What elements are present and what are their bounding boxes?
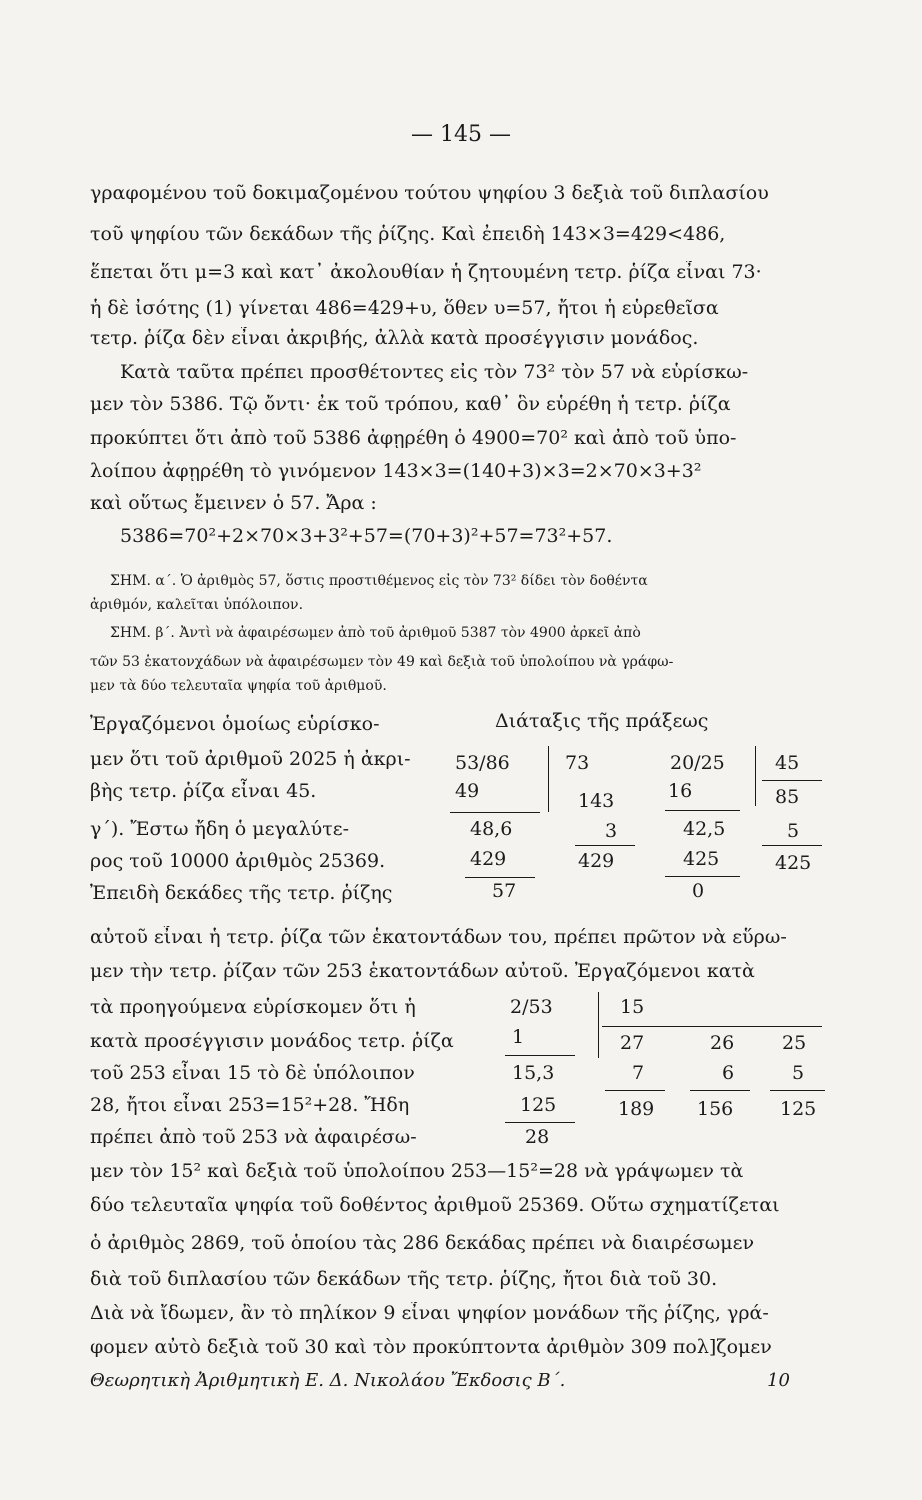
note-line: ΣΗΜ. β΄. Ἀντὶ νὰ ἀφαιρέσωμεν ἀπὸ τοῦ ἀριθμοῦ 5387 τὸν 4900 ἀρκεῖ ἀπὸ — [110, 625, 641, 641]
text-line: μεν τὸν 5386. Τῷ ὄντι· ἐκ τοῦ τρόπου, καθ᾽ ὃν εὑρέθη ἡ τετρ. ῥίζα — [90, 393, 731, 415]
text-line: διὰ τοῦ διπλασίου τῶν δεκάδων τῆς τετρ. ῥίζης, ἤτοι διὰ τοῦ 30. — [90, 1268, 718, 1290]
calc-number: 85 — [775, 786, 800, 808]
text-line: ἡ δὲ ἰσότης (1) γίνεται 486=429+υ, ὅθεν υ=57, ἤτοι ἡ εὑρεθεῖσα — [90, 297, 719, 319]
calc-divider — [548, 746, 549, 812]
calc-number: 15,3 — [512, 1062, 555, 1084]
calc-number: 28 — [525, 1126, 550, 1148]
calc-number: 2/53 — [510, 996, 553, 1018]
note-line: τῶν 53 ἑκατονχάδων νὰ ἀφαιρέσωμεν τὸν 49 καὶ δεξιὰ τοῦ ὑπολοίπου νὰ γράφω- — [90, 654, 674, 670]
text-line: πρέπει ἀπὸ τοῦ 253 νὰ ἀφαιρέσω- — [90, 1126, 417, 1148]
calc-number: 429 — [470, 848, 507, 870]
text-line: τετρ. ῥίζα δὲν εἶναι ἀκριβής, ἀλλὰ κατὰ προσέγγισιν μονάδος. — [90, 327, 699, 349]
calc-number: 3 — [605, 820, 618, 842]
calc-number: 7 — [632, 1062, 645, 1084]
calc-number: 20/25 — [670, 752, 725, 774]
text-line: τοῦ ψηφίου τῶν δεκάδων τῆς ῥίζης. Καὶ ἐπειδὴ 143×3=429<486, — [90, 223, 726, 245]
calc-number: 5 — [787, 820, 800, 842]
calc-number: 5 — [792, 1062, 805, 1084]
calc-number: 125 — [520, 1094, 557, 1116]
calc-number: 53/86 — [455, 752, 510, 774]
calc-number: 6 — [722, 1062, 735, 1084]
calc-rule — [605, 1090, 665, 1091]
text-line: φομεν αὐτὸ δεξιὰ τοῦ 30 καὶ τὸν προκύπτοντα ἀριθμὸν 309 πολ]ζομεν — [90, 1336, 772, 1358]
calc-rule — [505, 1055, 575, 1056]
text-line: προκύπτει ὅτι ἀπὸ τοῦ 5386 ἀφῃρέθη ὁ 4900=70² καὶ ἀπὸ τοῦ ὑπο- — [90, 427, 737, 449]
text-line: Διὰ νὰ ἴδωμεν, ἂν τὸ πηλίκον 9 εἶναι ψηφίον μονάδων τῆς ῥίζης, γρά- — [90, 1302, 769, 1324]
text-line: αὐτοῦ εἶναι ἡ τετρ. ῥίζα τῶν ἑκατοντάδων του, πρέπει πρῶτον νὰ εὕρω- — [90, 926, 787, 948]
note-line: μεν τὰ δύο τελευταῖα ψηφία τοῦ ἀριθμοῦ. — [90, 678, 387, 694]
calc-number: 429 — [578, 850, 615, 872]
calc-divider — [755, 746, 756, 806]
calc-number: 16 — [668, 780, 693, 802]
signature-number: 10 — [767, 1370, 790, 1391]
calc-number: 425 — [683, 848, 720, 870]
text-line: ὁ ἀριθμὸς 2869, τοῦ ὁποίου τὰς 286 δεκάδας πρέπει νὰ διαιρέσωμεν — [90, 1232, 755, 1254]
calc-number: 27 — [620, 1032, 645, 1054]
text-line: γραφομένου τοῦ δοκιμαζομένου τούτου ψηφίου 3 δεξιὰ τοῦ διπλασίου — [90, 182, 769, 204]
note-line: ἀριθμόν, καλεῖται ὑπόλοιπον. — [90, 597, 304, 613]
text-line: μεν τὸν 15² καὶ δεξιὰ τοῦ ὑπολοίπου 253—15²=28 νὰ γράψωμεν τὰ — [90, 1160, 744, 1182]
calc-number: 125 — [780, 1098, 817, 1120]
text-line: Ἐργαζόμενοι ὁμοίως εὑρίσκο- — [90, 713, 380, 735]
calc-number: 1 — [512, 1026, 525, 1048]
calc-rule — [575, 845, 635, 846]
calc-number: 425 — [775, 852, 812, 874]
calc-number: 57 — [492, 880, 517, 902]
calc-number: 0 — [692, 880, 705, 902]
text-line: Κατὰ ταῦτα πρέπει προσθέτοντες εἰς τὸν 73² τὸν 57 νὰ εὑρίσκω- — [120, 361, 749, 383]
calc-rule — [602, 1026, 822, 1027]
calc-number: 48,6 — [470, 818, 513, 840]
text-line: κατὰ προσέγγισιν μονάδος τετρ. ῥίζα — [90, 1030, 454, 1052]
calc-number: 25 — [782, 1032, 807, 1054]
calc-rule — [465, 877, 535, 878]
text-line: βὴς τετρ. ῥίζα εἶναι 45. — [90, 780, 317, 802]
calc-number: 189 — [618, 1098, 655, 1120]
calc-heading: Διάταξις τῆς πράξεως — [495, 710, 709, 732]
calc-rule — [665, 810, 740, 811]
text-line: μεν ὅτι τοῦ ἀριθμοῦ 2025 ἡ ἀκρι- — [90, 748, 411, 770]
text-line: τοῦ 253 εἶναι 15 τὸ δὲ ὑπόλοιπον — [90, 1062, 415, 1084]
calc-rule — [762, 845, 822, 846]
note-line: ΣΗΜ. α΄. Ὁ ἀριθμὸς 57, ὅστις προστιθέμενος εἰς τὸν 73² δίδει τὸν δοθέντα — [110, 573, 648, 589]
calc-number: 156 — [697, 1098, 734, 1120]
calc-rule — [665, 876, 740, 877]
calc-rule — [505, 1122, 575, 1123]
text-line: δύο τελευταῖα ψηφία τοῦ δοθέντος ἀριθμοῦ 25369. Οὕτω σχηματίζεται — [90, 1194, 780, 1216]
calc-number: 42,5 — [683, 818, 726, 840]
text-line: καὶ οὕτως ἔμεινεν ὁ 57. Ἄρα : — [90, 492, 377, 514]
equation-line: 5386=70²+2×70×3+3²+57=(70+3)²+57=73²+57. — [120, 525, 613, 547]
calc-number: 15 — [620, 996, 645, 1018]
calc-rule — [770, 1090, 825, 1091]
text-line: ρος τοῦ 10000 ἀριθμὸς 25369. — [90, 850, 386, 872]
calc-rule — [762, 780, 822, 781]
text-line: Ἐπειδὴ δεκάδες τῆς τετρ. ῥίζης — [90, 882, 393, 904]
calc-number: 49 — [455, 780, 480, 802]
text-line: μεν τὴν τετρ. ῥίζαν τῶν 253 ἑκατοντάδων αὐτοῦ. Ἐργαζόμενοι κατὰ — [90, 960, 755, 982]
calc-number: 45 — [775, 752, 800, 774]
calc-rule — [450, 812, 540, 813]
text-line: λοίπου ἀφῃρέθη τὸ γινόμενον 143×3=(140+3)×3=2×70×3+3² — [90, 460, 702, 482]
text-line: τὰ προηγούμενα εὑρίσκομεν ὅτι ἡ — [90, 996, 416, 1018]
calc-number: 143 — [578, 790, 615, 812]
calc-number: 73 — [565, 752, 590, 774]
page-number: — 145 — — [411, 122, 511, 147]
text-line: ἕπεται ὅτι μ=3 καὶ κατ᾽ ἀκολουθίαν ἡ ζητουμένη τετρ. ῥίζα εἶναι 73· — [90, 261, 762, 283]
calc-rule — [690, 1090, 750, 1091]
calc-number: 26 — [710, 1032, 735, 1054]
text-line: γ΄). Ἔστω ἤδη ὁ μεγαλύτε- — [90, 818, 349, 840]
text-line: 28, ἤτοι εἶναι 253=15²+28. Ἤδη — [90, 1094, 410, 1116]
footer-title: Θεωρητικὴ Ἀριθμητικὴ Ε. Δ. Νικολάου Ἔκδοσις Β΄. — [90, 1370, 566, 1391]
calc-divider — [598, 992, 599, 1058]
page-footer — [90, 1370, 830, 1391]
